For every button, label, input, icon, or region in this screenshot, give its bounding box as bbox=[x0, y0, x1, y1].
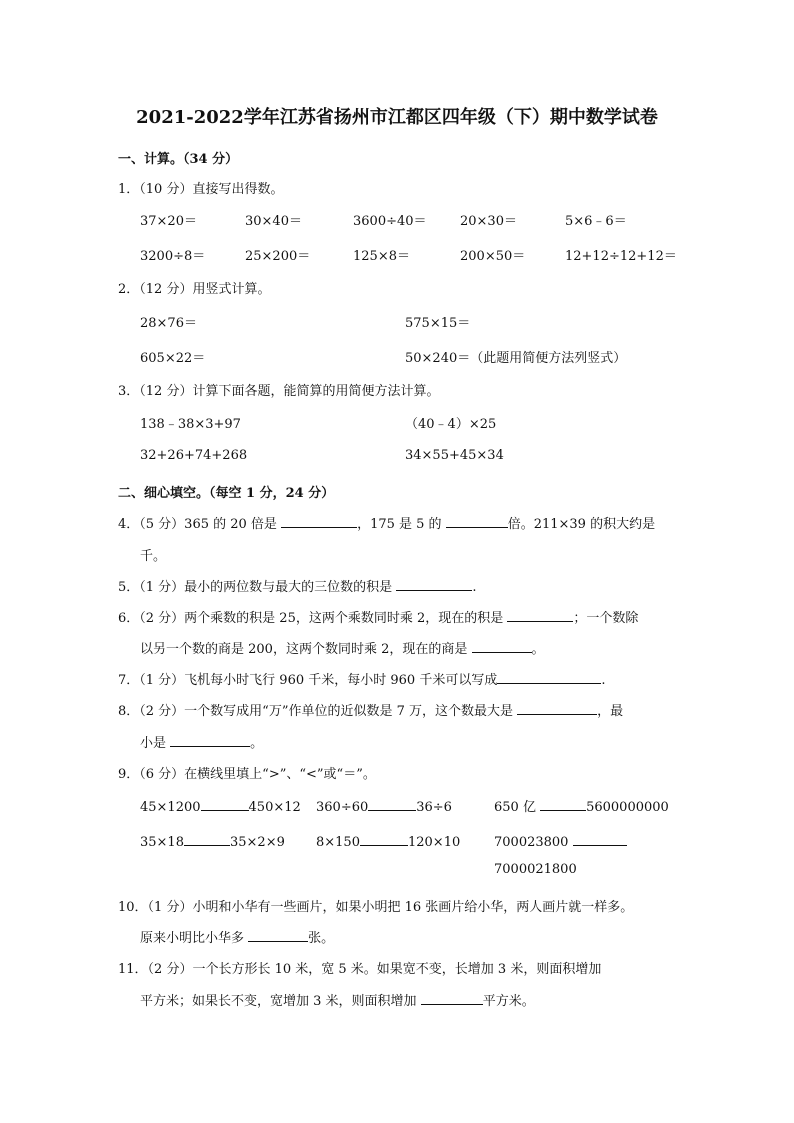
q7-text-b: . bbox=[601, 673, 606, 688]
q2-item: 575×15＝ bbox=[405, 316, 471, 331]
q1-item: 25×200＝ bbox=[245, 249, 311, 264]
question-2-head: 2．（12 分）用竖式计算。 bbox=[118, 282, 271, 297]
compare-left: 700023800 bbox=[494, 835, 569, 850]
q6-text-b: ；一个数除 bbox=[573, 611, 639, 626]
answer-blank[interactable] bbox=[446, 513, 508, 528]
section-heading-fill: 二、细心填空。（每空 1 分，24 分） bbox=[118, 486, 335, 501]
compare-item bbox=[494, 796, 669, 815]
page-title: 2021-2022学年江苏省扬州市江都区四年级（下）期中数学试卷 bbox=[136, 107, 658, 128]
compare-right: 450×12 bbox=[248, 800, 301, 815]
answer-blank[interactable] bbox=[360, 831, 408, 846]
q2-item: 28×76＝ bbox=[140, 316, 197, 331]
q1-item: 3200÷8＝ bbox=[140, 249, 206, 264]
question-7 bbox=[118, 669, 605, 688]
q1-item: 5×6﹣6＝ bbox=[565, 214, 627, 229]
answer-blank[interactable] bbox=[540, 796, 586, 811]
q8-text-b: ，最 bbox=[597, 704, 624, 719]
q11-text-c: 平方米。 bbox=[482, 994, 535, 1009]
q3-item: 32+26+74+268 bbox=[140, 448, 248, 463]
q2-item: 605×22＝ bbox=[140, 351, 206, 366]
q2-item: 50×240＝（此题用简便方法列竖式） bbox=[405, 351, 627, 366]
q1-item: 125×8＝ bbox=[353, 249, 410, 264]
answer-blank[interactable] bbox=[170, 732, 250, 747]
q3-item: （40﹣4）×25 bbox=[405, 417, 497, 432]
q4-text-b: ，175 是 5 的 bbox=[357, 517, 442, 532]
compare-item bbox=[316, 831, 460, 850]
answer-blank[interactable] bbox=[184, 831, 230, 846]
answer-blank[interactable] bbox=[517, 700, 597, 715]
q1-item: 3600÷40＝ bbox=[353, 214, 427, 229]
q3-item: 34×55+45×34 bbox=[405, 448, 504, 463]
compare-left: 650 亿 bbox=[494, 800, 536, 815]
answer-blank[interactable] bbox=[396, 576, 472, 591]
answer-blank[interactable] bbox=[573, 831, 627, 846]
compare-item bbox=[140, 796, 301, 815]
q8-text-a: 8．（2 分）一个数写成用“万”作单位的近似数是 7 万，这个数最大是 bbox=[118, 704, 514, 719]
compare-left: 45×1200 bbox=[140, 800, 201, 815]
compare-right: 36÷6 bbox=[416, 800, 452, 815]
question-8 bbox=[118, 700, 623, 719]
q4-text-a: 4．（5 分）365 的 20 倍是 bbox=[118, 517, 277, 532]
compare-item bbox=[494, 831, 627, 850]
answer-blank[interactable] bbox=[201, 796, 249, 811]
question-4 bbox=[118, 513, 655, 532]
question-6 bbox=[118, 607, 638, 626]
q1-item: 200×50＝ bbox=[460, 249, 526, 264]
compare-right: 120×10 bbox=[407, 835, 461, 850]
answer-blank[interactable] bbox=[281, 513, 357, 528]
q1-item: 37×20＝ bbox=[140, 214, 197, 229]
answer-blank[interactable] bbox=[248, 927, 308, 942]
q1-item: 20×30＝ bbox=[460, 214, 517, 229]
question-11-line2 bbox=[140, 990, 535, 1009]
question-1-head: 1．（10 分）直接写出得数。 bbox=[118, 182, 284, 197]
compare-item bbox=[140, 831, 285, 850]
q7-text-a: 7．（1 分）飞机每小时飞行 960 千米，每小时 960 千米可以写成 bbox=[118, 673, 498, 688]
q10-text-b: 原来小明比小华多 bbox=[140, 931, 245, 946]
q8-text-c: 小是 bbox=[140, 736, 167, 751]
question-10: 10．（1 分）小明和小华有一些画片，如果小明把 16 张画片给小华，两人画片就一样多。 bbox=[118, 900, 634, 915]
q8-text-d: 。 bbox=[250, 736, 264, 751]
q10-text-c: 张。 bbox=[308, 931, 335, 946]
compare-left: 360÷60 bbox=[316, 800, 369, 815]
question-10-line2 bbox=[140, 927, 334, 946]
q4-text-c: 倍。211×39 的积大约是 bbox=[507, 517, 656, 532]
section-heading-calc: 一、计算。（34 分） bbox=[118, 152, 239, 167]
compare-item bbox=[316, 796, 452, 815]
answer-blank[interactable] bbox=[472, 638, 532, 653]
compare-right-wrapped: 7000021800 bbox=[494, 862, 577, 877]
question-11: 11．（2 分）一个长方形长 10 米，宽 5 米。如果宽不变，长增加 3 米，则面积增加 bbox=[118, 962, 602, 977]
compare-left: 8×150 bbox=[316, 835, 360, 850]
answer-blank[interactable] bbox=[368, 796, 416, 811]
q4-continued: 千。 bbox=[140, 549, 167, 564]
q5-text-b: . bbox=[472, 580, 477, 595]
question-3-head: 3．（12 分）计算下面各题，能简算的用简便方法计算。 bbox=[118, 384, 440, 399]
q6-text-c: 以另一个数的商是 200，这两个数同时乘 2，现在的商是 bbox=[140, 642, 468, 657]
question-9-head: 9．（6 分）在横线里填上“>”、“<”或“＝”。 bbox=[118, 767, 376, 782]
q11-text-b: 平方米；如果长不变，宽增加 3 米，则面积增加 bbox=[140, 994, 417, 1009]
compare-right: 5600000000 bbox=[586, 800, 669, 815]
question-5 bbox=[118, 576, 476, 595]
q5-text-a: 5．（1 分）最小的两位数与最大的三位数的积是 bbox=[118, 580, 393, 595]
q1-item: 12+12÷12+12＝ bbox=[565, 249, 677, 264]
question-6-line2 bbox=[140, 638, 545, 657]
answer-blank[interactable] bbox=[507, 607, 573, 622]
q6-text-a: 6．（2 分）两个乘数的积是 25，这两个乘数同时乘 2，现在的积是 bbox=[118, 611, 504, 626]
compare-left: 35×18 bbox=[140, 835, 184, 850]
answer-blank[interactable] bbox=[497, 669, 601, 684]
q3-item: 138﹣38×3+97 bbox=[140, 417, 241, 432]
compare-right: 35×2×9 bbox=[229, 835, 285, 850]
answer-blank[interactable] bbox=[421, 990, 483, 1005]
q6-text-d: 。 bbox=[531, 642, 545, 657]
question-8-line2 bbox=[140, 732, 263, 751]
q1-item: 30×40＝ bbox=[245, 214, 302, 229]
